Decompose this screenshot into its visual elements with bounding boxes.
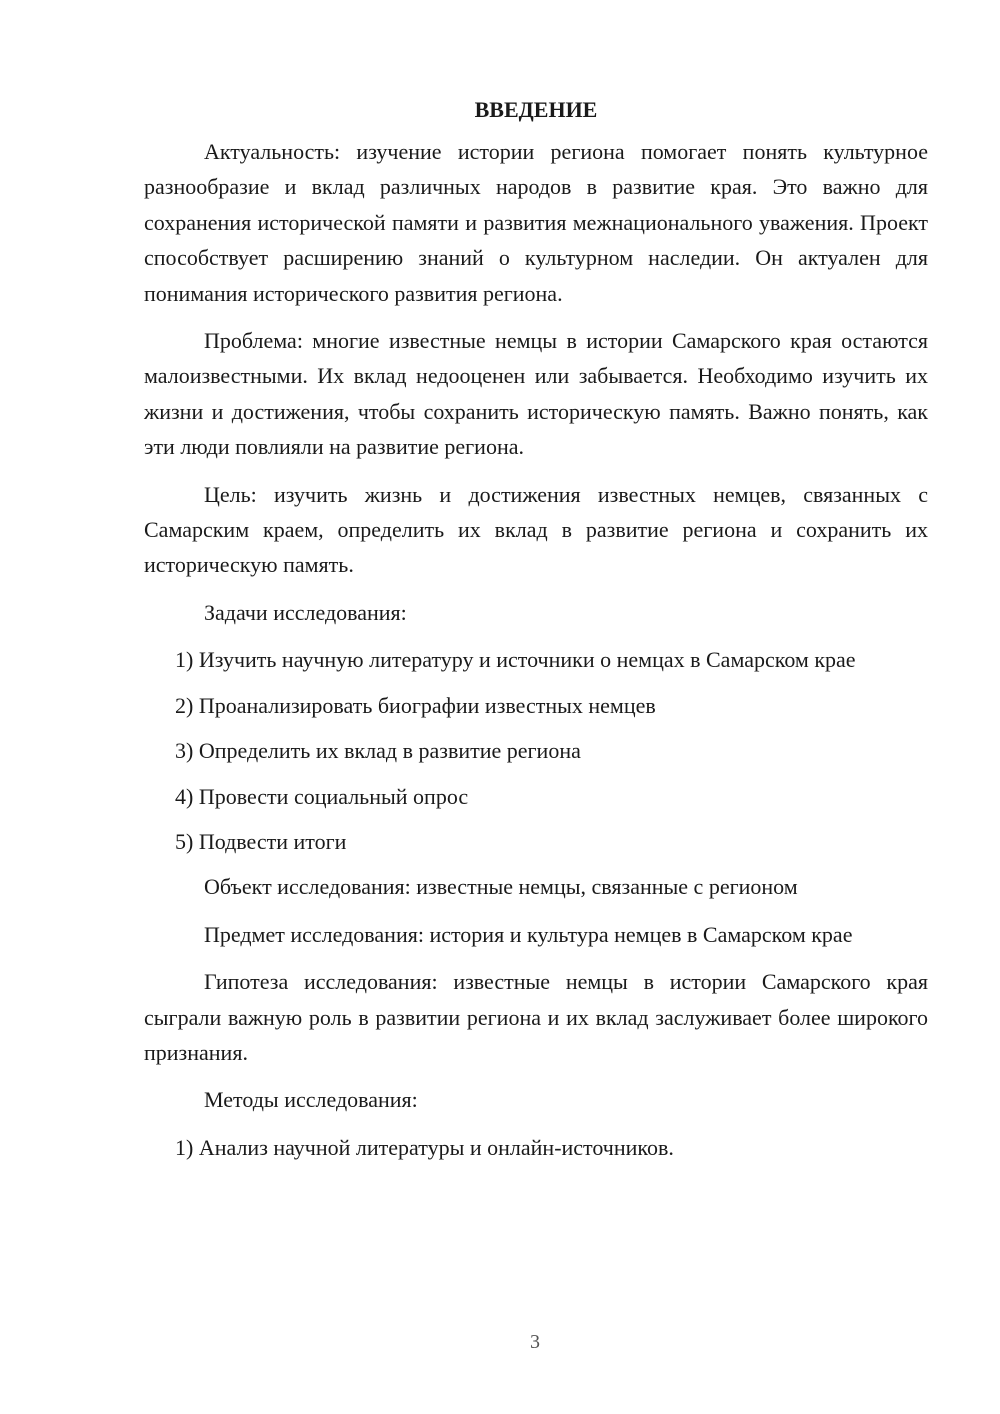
task-item-4: 4) Провести социальный опрос: [175, 783, 469, 809]
page-number-container: [0, 1330, 1000, 1354]
paragraph-subject: Предмет исследования: история и культура немцев в Самарском крае: [204, 921, 853, 947]
paragraph-goal: Цель: изучить жизнь и достижения известных немцев, связанных с Самарским краем, определить их вклад в развитие региона и сохранить их историческую память.: [144, 481, 928, 578]
task-item-1: 1) Изучить научную литературу и источники о немцах в Самарском крае: [175, 647, 856, 673]
section-title: ВВЕДЕНИЕ: [474, 97, 598, 122]
paragraph-relevance: Актуальность: изучение истории региона помогает понять культурное разнообразие и вклад различных народов в развитие края. Это важно для сохранения исторической памяти и развития межнационального уважения. Проект способствует расширению знаний о культурном наследии. Он актуален для понимания исторического развития региона.: [144, 139, 928, 306]
page-number: 3: [530, 1331, 540, 1353]
paragraph-hypothesis: Гипотеза исследования: известные немцы в истории Самарского края сыграли важную роль в развитии региона и их вклад заслуживает более широкого признания.: [144, 969, 928, 1065]
method-item-1: 1) Анализ научной литературы и онлайн-источников.: [175, 1134, 674, 1160]
task-item-2: 2) Проанализировать биографии известных немцев: [175, 692, 656, 718]
document-body: [144, 94, 928, 1175]
task-item-3: 3) Определить их вклад в развитие региона: [175, 738, 581, 764]
paragraph-methods-heading: Методы исследования:: [204, 1087, 418, 1113]
paragraph-tasks-heading: Задачи исследования:: [204, 599, 407, 625]
task-item-5: 5) Подвести итоги: [175, 828, 347, 854]
paragraph-object: Объект исследования: известные немцы, связанные с регионом: [204, 874, 798, 900]
paragraph-problem: Проблема: многие известные немцы в истории Самарского края остаются малоизвестными. Их вклад недооценен или забывается. Необходимо изучить их жизни и достижения, чтобы сохранить историческую память. Важно понять, как эти люди повлияли на развитие региона.: [144, 328, 928, 460]
